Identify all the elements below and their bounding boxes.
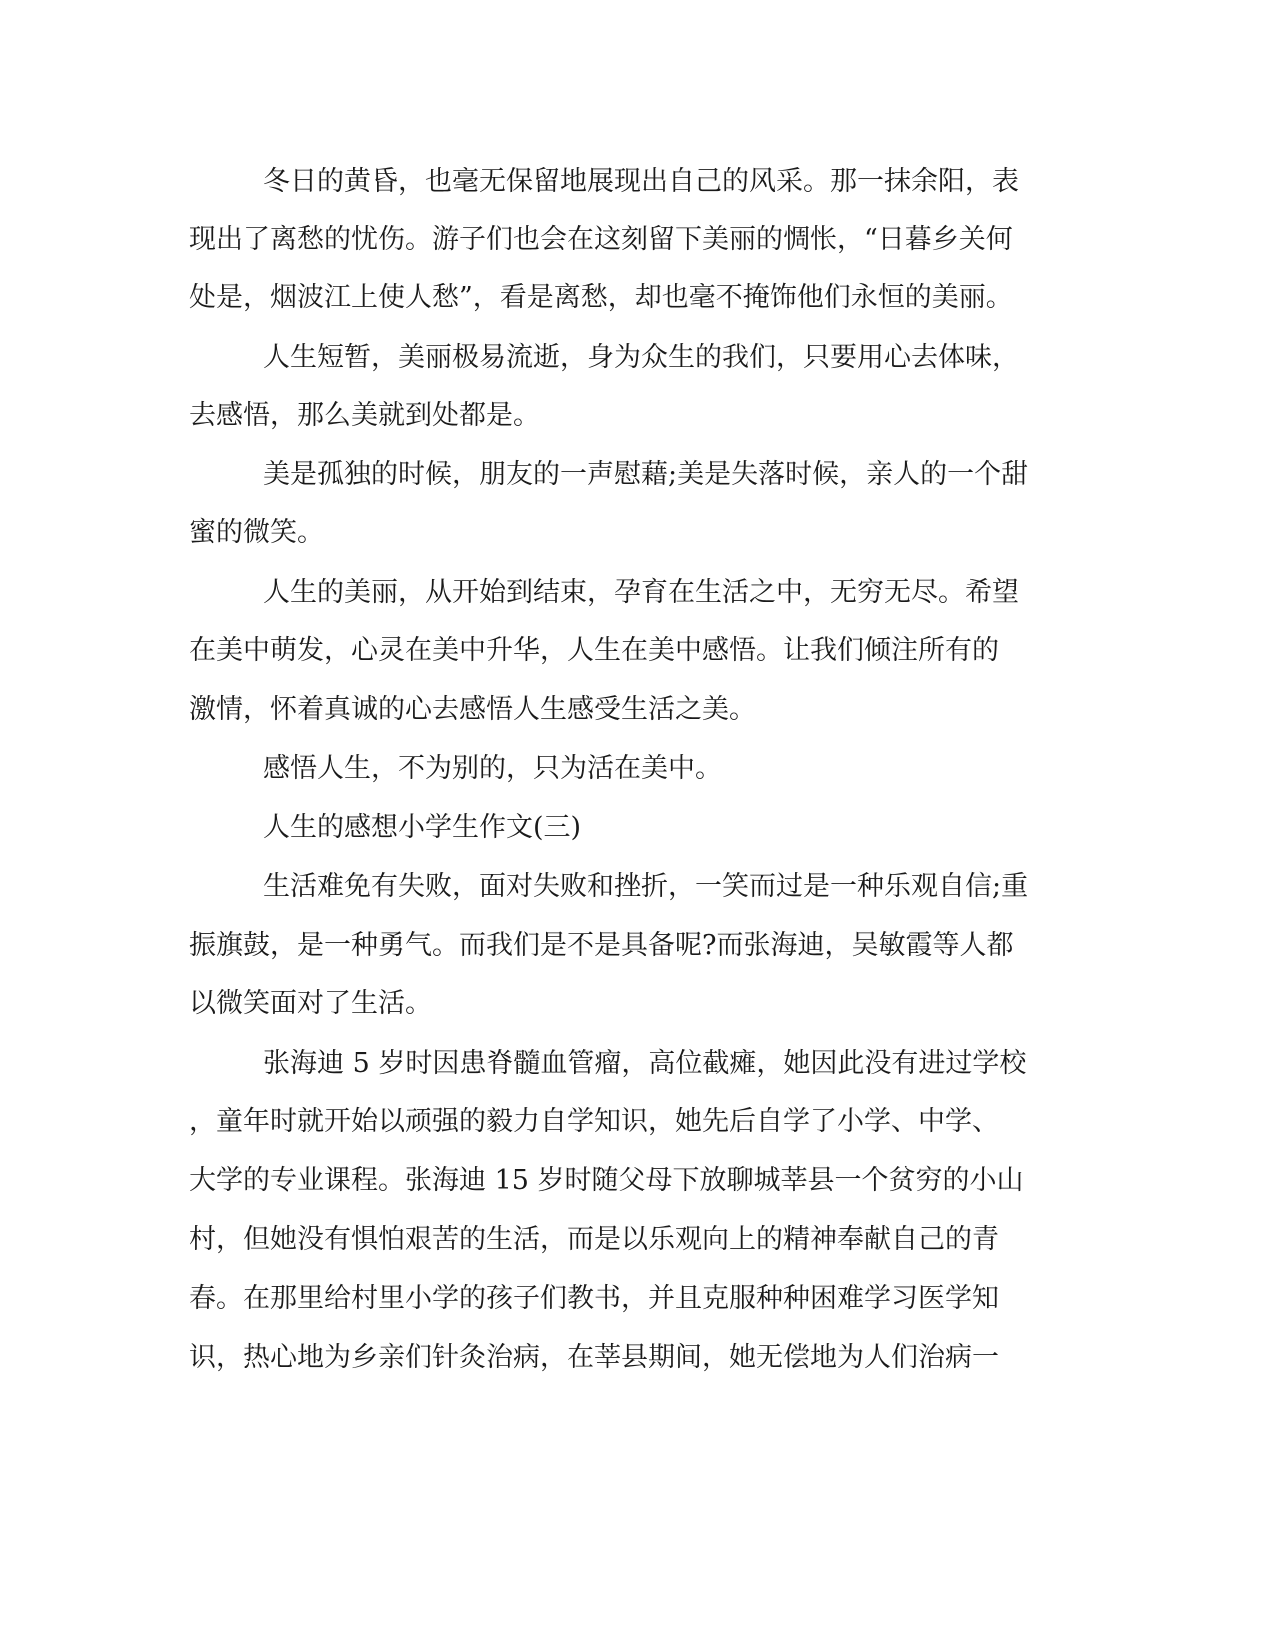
text-line: 冬日的黄昏，也毫无保留地展现出自己的风采。那一抹余阳，表 (263, 166, 1019, 197)
text-line: 生活难免有失败，面对失败和挫折，一笑而过是一种乐观自信;重 (263, 871, 1029, 902)
text-line: 春。在那里给村里小学的孩子们教书，并且克服种种困难学习医学知 (189, 1283, 999, 1314)
text-line: 大学的专业课程。张海迪 15 岁时随父母下放聊城莘县一个贫穷的小山 (189, 1165, 1024, 1196)
text-line: 处是，烟波江上使人愁”，看是离愁，却也毫不掩饰他们永恒的美丽。 (189, 282, 1013, 313)
text-line: 美是孤独的时候，朋友的一声慰藉;美是失落时候，亲人的一个甜 (263, 459, 1029, 490)
section-heading: 人生的感想小学生作文(三) (263, 812, 582, 843)
text-line: 人生的美丽，从开始到结束，孕育在生活之中，无穷无尽。希望 (263, 577, 1019, 608)
text-line: 现出了离愁的忧伤。游子们也会在这刻留下美丽的惆怅，“日暮乡关何 (189, 224, 1013, 255)
text-line: 人生短暂，美丽极易流逝，身为众生的我们，只要用心去体味， (263, 342, 1019, 373)
text-line: 激情，怀着真诚的心去感悟人生感受生活之美。 (189, 694, 756, 725)
text-line: 以微笑面对了生活。 (189, 988, 432, 1019)
text-line: 张海迪 5 岁时因患脊髓血管瘤，高位截瘫，她因此没有进过学校 (263, 1048, 1027, 1079)
text-line: 蜜的微笑。 (189, 517, 324, 548)
text-line: 在美中萌发，心灵在美中升华，人生在美中感悟。让我们倾注所有的 (189, 635, 999, 666)
text-line: 振旗鼓，是一种勇气。而我们是不是具备呢?而张海迪，吴敏霞等人都 (189, 930, 1014, 961)
text-line: ，童年时就开始以顽强的毅力自学知识，她先后自学了小学、中学、 (189, 1106, 999, 1137)
text-line: 识，热心地为乡亲们针灸治病，在莘县期间，她无偿地为人们治病一 (189, 1342, 999, 1373)
text-line: 感悟人生，不为别的，只为活在美中。 (263, 753, 722, 784)
text-line: 村，但她没有惧怕艰苦的生活，而是以乐观向上的精神奉献自己的青 (189, 1224, 999, 1255)
text-line: 去感悟，那么美就到处都是。 (189, 400, 540, 431)
